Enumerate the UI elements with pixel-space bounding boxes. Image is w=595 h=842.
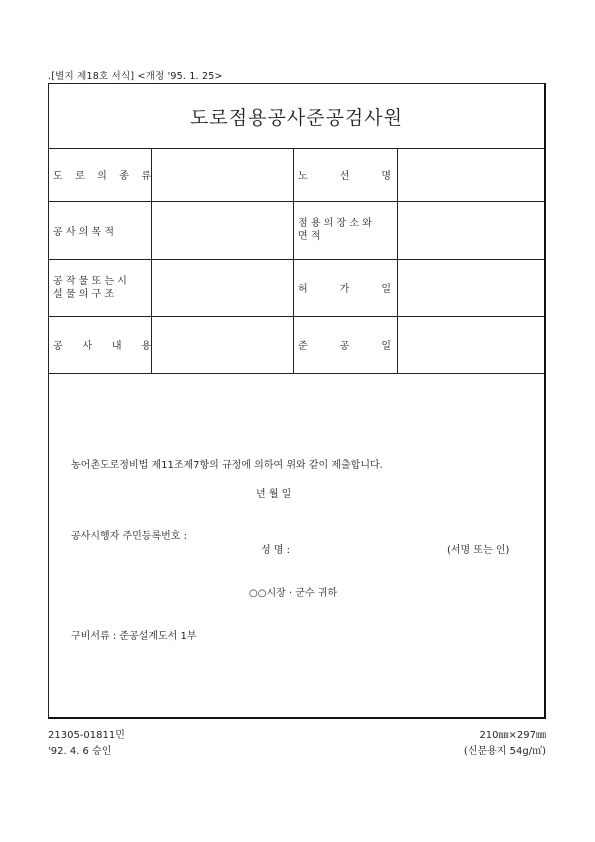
completion-date-field[interactable] <box>398 316 544 373</box>
row-structure <box>49 259 544 317</box>
work-content-label: 공 사 내 용 <box>49 316 152 373</box>
row-road-type <box>49 148 544 202</box>
form-code: 21305-01811민 <box>48 730 125 741</box>
completion-date-label: 준 공 일 <box>294 316 398 373</box>
attachments: 구비서류 : 준공설계도서 1부 <box>71 631 197 642</box>
route-name-label: 노 선 명 <box>294 148 398 201</box>
structure-field[interactable] <box>152 259 294 316</box>
location-area-label: 점 용 의 장 소 와 면 적 <box>294 201 398 259</box>
date-line: 년 월 일 <box>256 489 292 500</box>
row-work-content <box>49 316 544 374</box>
work-content-field[interactable] <box>152 316 294 373</box>
purpose-field[interactable] <box>152 201 294 259</box>
route-name-field[interactable] <box>398 148 544 201</box>
statement-text: 농어촌도로정비법 제11조제7항의 규정에 의하여 위와 같이 제출합니다. <box>71 460 383 471</box>
row-purpose <box>49 201 544 260</box>
addressee: ○○시장 · 군수 귀하 <box>249 588 338 599</box>
signature-note: (서명 또는 인) <box>447 545 510 556</box>
inspection-application-form <box>48 83 546 719</box>
applicant-name-label: 성 명 : <box>261 545 291 556</box>
form-reference: .[별지 제18호 서식] <개정 '95. 1. 25> <box>48 71 223 82</box>
paper-type: (신문용지 54g/㎡) <box>463 746 546 757</box>
applicant-id-label: 공사시행자 주민등록번호 : <box>71 531 187 542</box>
purpose-label: 공 사 의 목 적 <box>49 201 152 259</box>
paper-size: 210㎜×297㎜ <box>479 730 546 741</box>
permit-date-label: 허 가 일 <box>294 259 398 316</box>
road-type-label: 도 로 의 종 류 <box>49 148 152 201</box>
form-title: 도로점용공사준공검사원 <box>49 84 544 149</box>
permit-date-field[interactable] <box>398 259 544 316</box>
location-area-field[interactable] <box>398 201 544 259</box>
structure-label: 공 작 물 또 는 시 설 물 의 구 조 <box>49 259 152 316</box>
approval-date: '92. 4. 6 승인 <box>48 746 112 757</box>
road-type-field[interactable] <box>152 148 294 201</box>
